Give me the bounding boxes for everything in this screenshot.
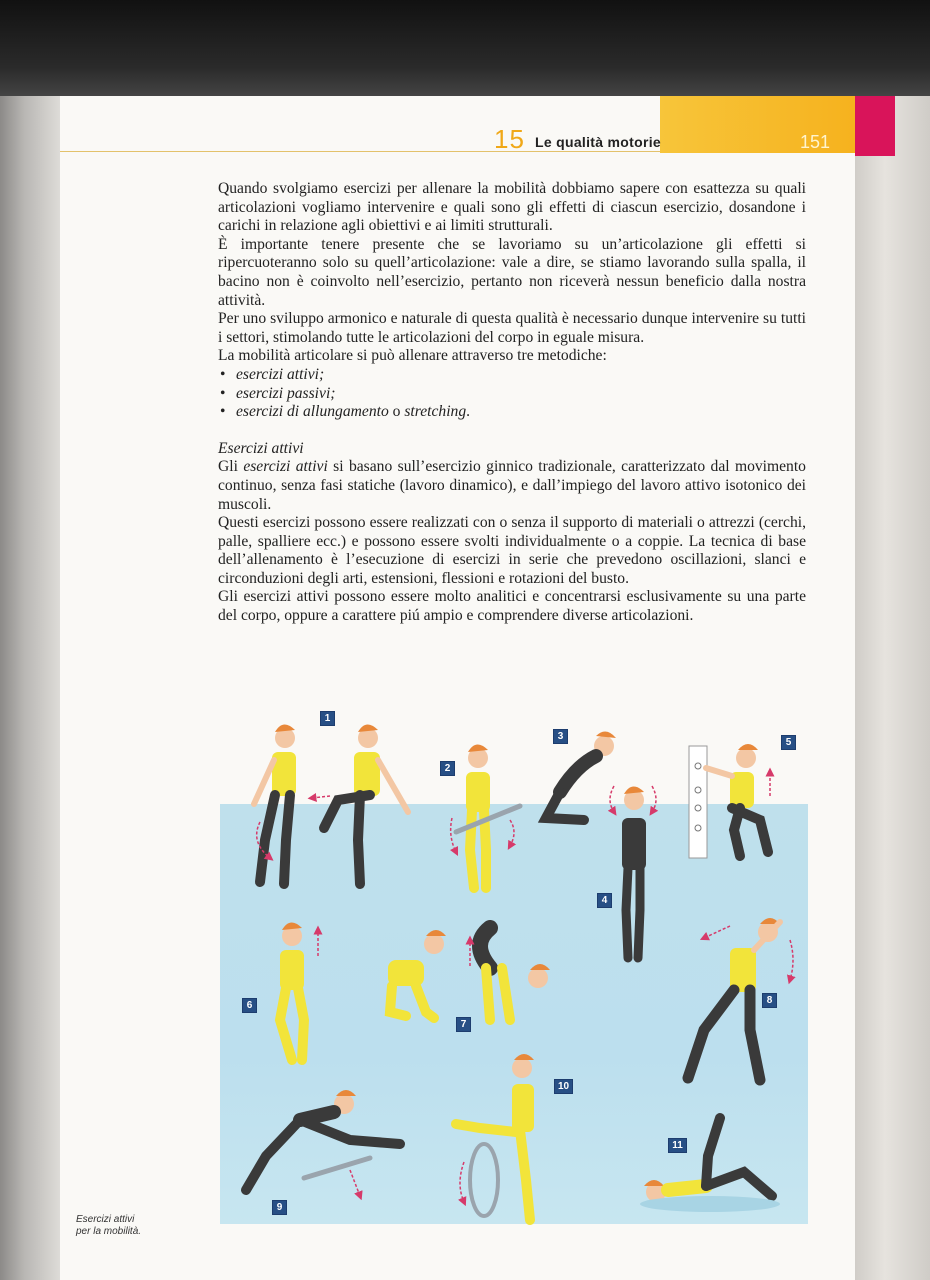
caption-line: per la mobilità. [76, 1226, 142, 1237]
paragraph: Gli esercizi attivi possono essere molto analitici e concentrarsi esclusivamente su una parte del corpo, oppure a carattere piú ampio e comprendere diverse articolazioni. [218, 588, 806, 625]
figure-1-standing [254, 724, 296, 884]
exercise-label-5: 5 [781, 735, 796, 750]
exercise-label-11: 11 [668, 1138, 687, 1153]
method-name: stretching [404, 403, 467, 421]
scan-top-shadow [0, 0, 930, 96]
figure-4-neck-mobility [610, 786, 656, 958]
emphasis: esercizi attivi [243, 458, 328, 476]
section-subheading: Esercizi attivi [218, 439, 304, 457]
figure-6-standing-hips [280, 922, 318, 1060]
figure-9-lunge-stick [246, 1090, 400, 1196]
exercise-illustration [220, 700, 808, 1225]
spacer [218, 422, 806, 440]
exercise-label-10: 10 [554, 1079, 573, 1094]
exercise-label-4: 4 [597, 893, 612, 908]
list-item [218, 403, 806, 422]
figure-1-knee-lift [312, 724, 408, 884]
exercise-label-3: 3 [553, 729, 568, 744]
page-number: 151 [800, 132, 831, 152]
figure-8-side-bend [688, 918, 793, 1080]
exercise-label-8: 8 [762, 993, 777, 1008]
list-item: • esercizi passivi; [218, 385, 806, 404]
chapter-edge-tab [855, 96, 895, 156]
figure-5-bar-squat [706, 744, 770, 856]
chapter-number: 15 [494, 124, 525, 154]
text-run: si basano sull’esercizio ginnico tradizionale, caratterizzato dal movimento continuo, senza fasi statiche (lavoro dinamico), e dall’impiego del lavoro attivo isotonico dei muscoli. [218, 458, 806, 513]
methods-list [218, 366, 806, 422]
chapter-title: Le qualità motorie [535, 134, 661, 150]
figure-caption [76, 1214, 141, 1238]
caption-line: Esercizi attivi [76, 1214, 135, 1225]
exercise-label-6: 6 [242, 998, 257, 1013]
connector-text: o [388, 403, 405, 421]
paragraph: La mobilità articolare si può allenare attraverso tre metodiche: [218, 347, 607, 365]
figure-11-lying-leg [640, 1118, 780, 1212]
punctuation: . [466, 403, 471, 421]
header-rule [60, 151, 660, 152]
paragraph: Questi esercizi possono essere realizzati con o senza il supporto di materiali o attrezzi (cerchi, palle, spalliere ecc.) e possono essere svolti individualmente o a coppie. La tecnica di base dell’allenamento è l’esecuzione di esercizi in serie che prevedono oscillazioni, slanci e circonduzioni degli arti, estensioni, flessioni e rotazioni del busto. [218, 514, 806, 587]
text-run: Gli [218, 458, 244, 476]
paragraph [218, 458, 806, 514]
page-edge [855, 96, 930, 1280]
figure-10-leg-hoop [456, 1054, 534, 1220]
paragraph: Quando svolgiamo esercizi per allenare la mobilità dobbiamo sapere con esattezza su quali articolazioni vogliamo intervenire e quali sono gli effetti di ciascun esercizio, dosandone i carichi in relazione agli obiettivi e ai limiti strutturali. [218, 180, 806, 235]
body-text [218, 180, 806, 626]
exercise-label-9: 9 [272, 1200, 287, 1215]
exercise-label-7: 7 [456, 1017, 471, 1032]
figure-7-squat-bend [388, 928, 550, 1020]
figure-2-stick-rotation [451, 744, 520, 888]
figure-3-kneeling-arch [546, 731, 616, 820]
paragraph: Per uno sviluppo armonico e naturale di questa qualità è necessario dunque intervenire su tutti i settori, stimolando tutte le articolazioni del corpo in eguale misura. [218, 310, 806, 346]
exercise-label-2: 2 [440, 761, 455, 776]
list-item: • esercizi attivi; [218, 366, 806, 385]
paragraph: È importante tenere presente che se lavoriamo su un’articolazione gli effetti si ripercuoteranno solo su quell’articolazione: vale a dire, se stiamo lavorando sulla spalla, il bacino non è coinvolto nell’esercizio, pertanto non riceverà nessun beneficio dalla nostra attività. [218, 235, 806, 309]
exercise-label-1: 1 [320, 711, 335, 726]
method-name: esercizi di allungamento [236, 403, 389, 421]
